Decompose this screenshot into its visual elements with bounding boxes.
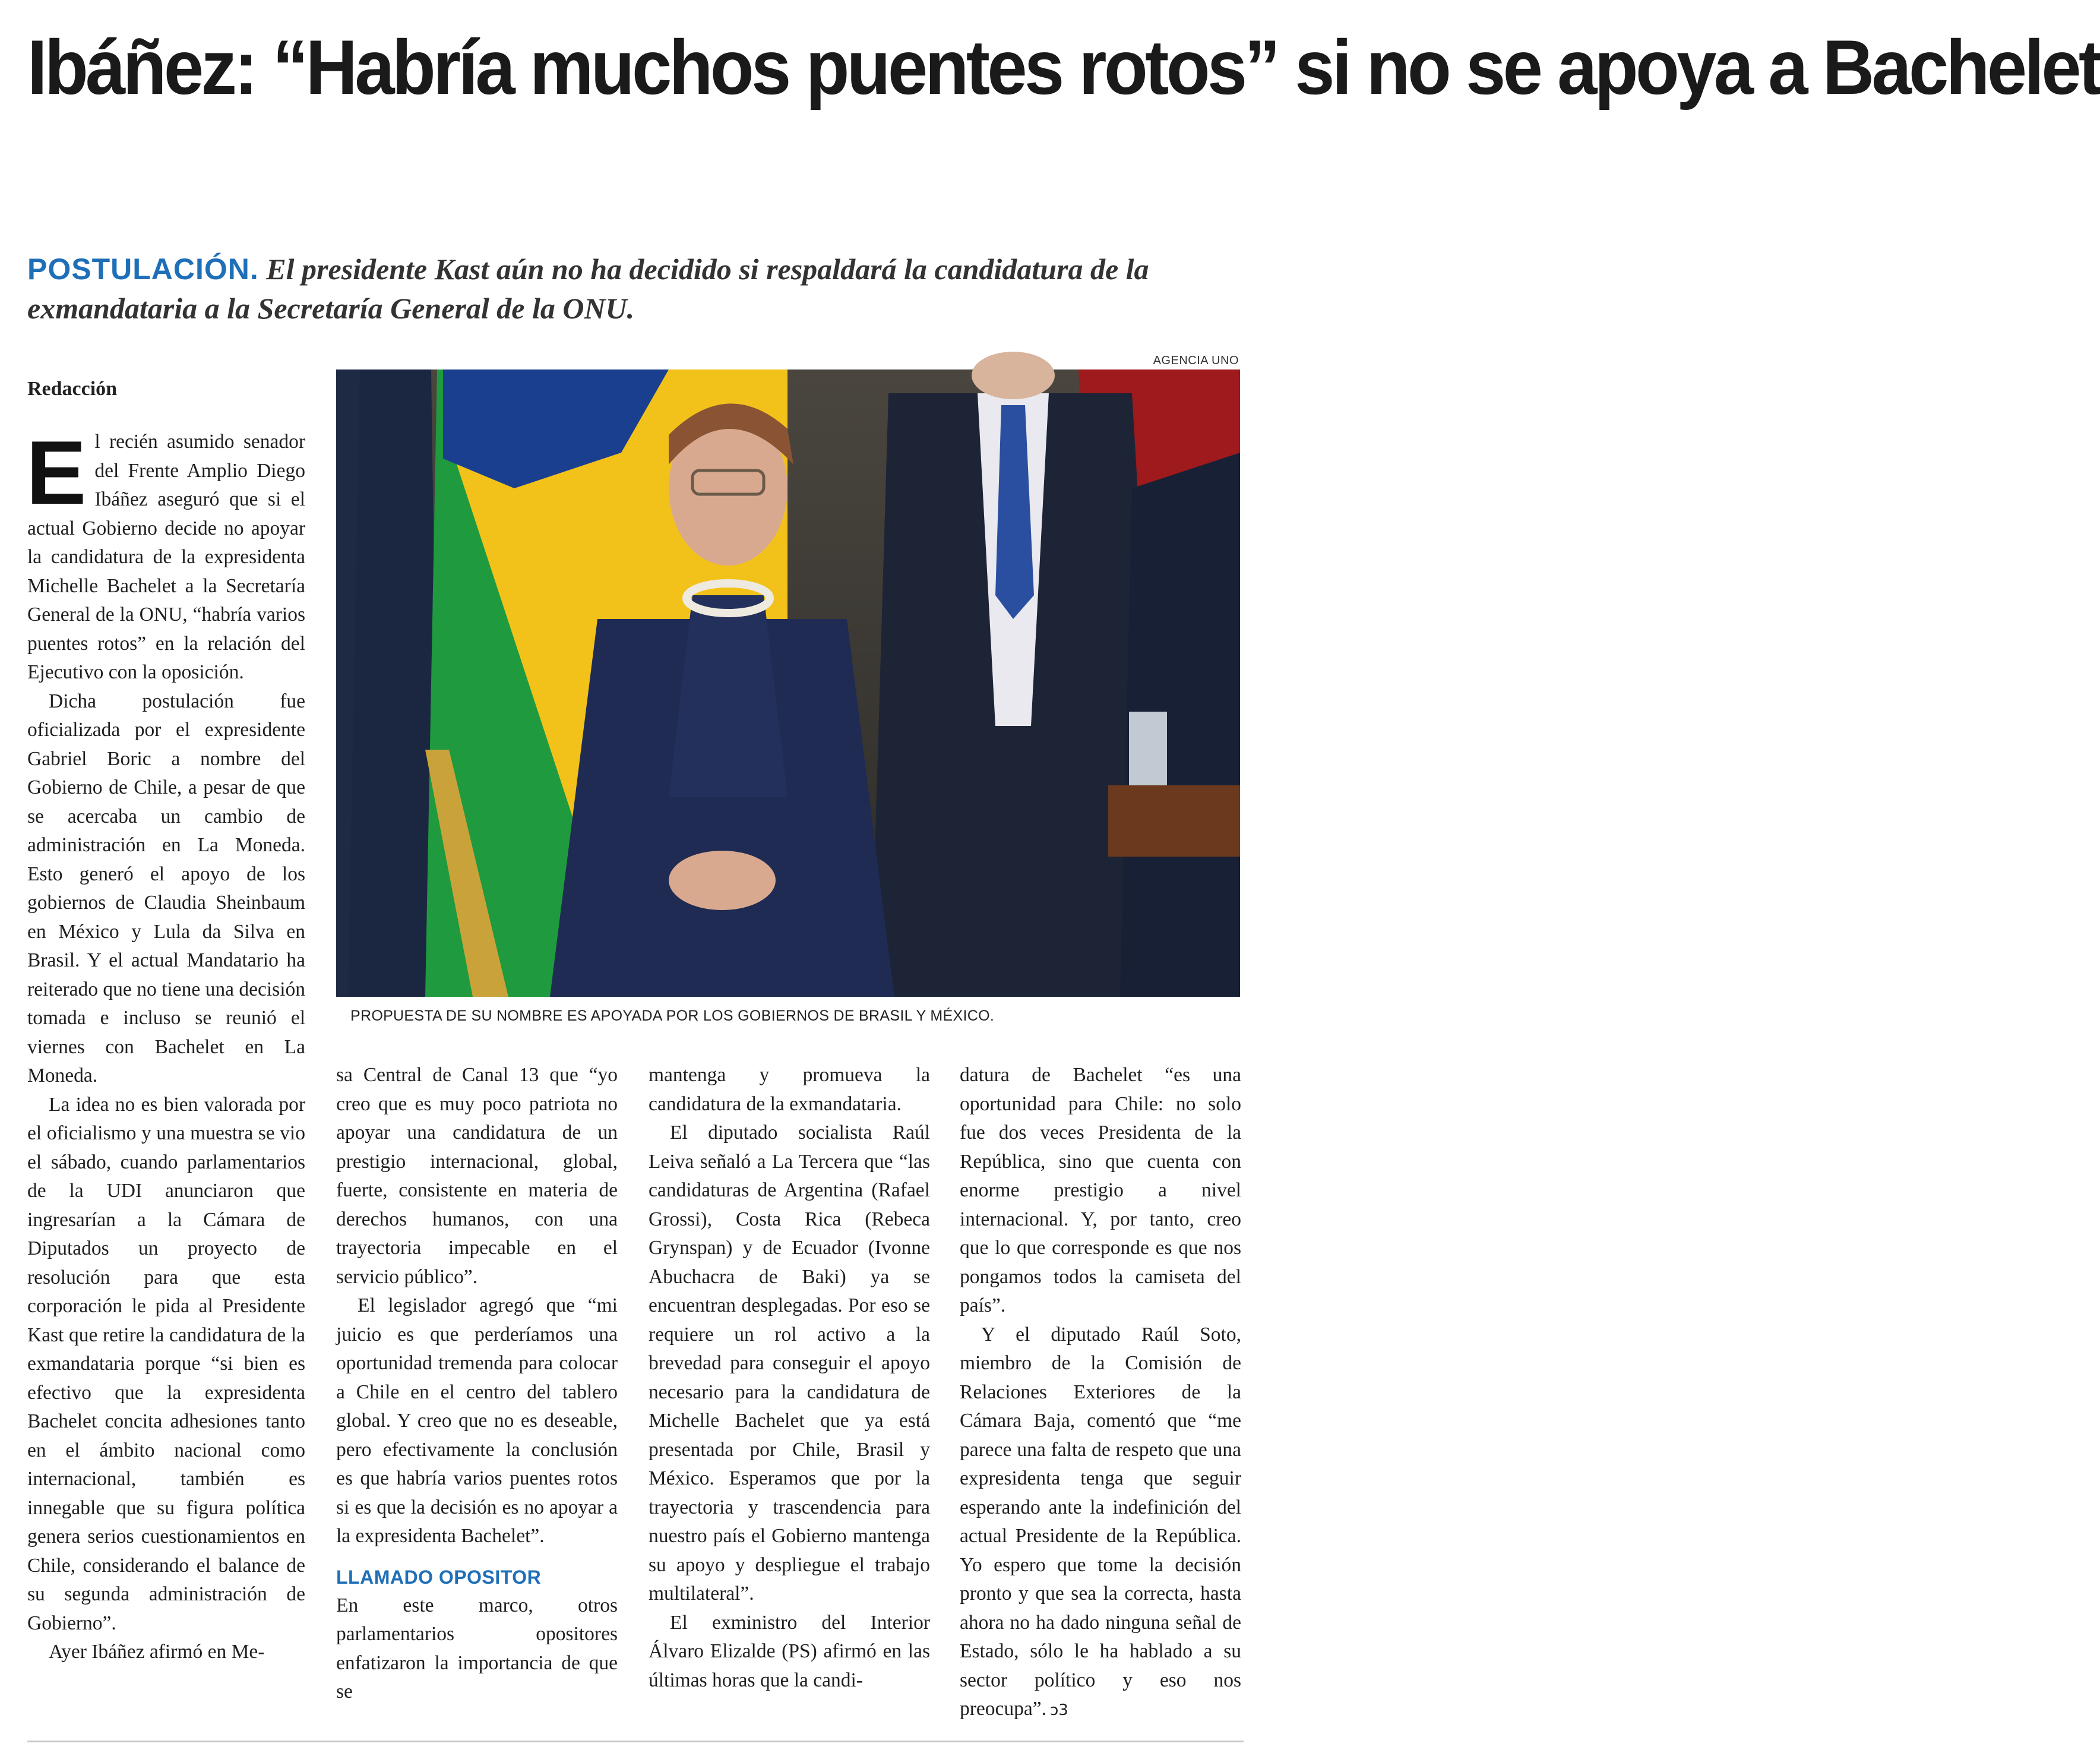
paragraph-6-start: En este marco, otros parlamentarios opositores enfatizaron la importancia de que se	[336, 1594, 618, 1703]
paragraph-5: El legislador agregó que “mi juicio es que perderíamos una oportunidad tremenda para colocar a Chile en el centro del tablero global. Y creo que no es deseable, pero efectivamente la conclusión es que habría varios puentes rotos si es que la decisión es no apoyar a la expresidenta Bachelet”.	[336, 1294, 618, 1547]
paragraph-1	[26, 422, 305, 687]
column-4	[960, 1061, 1241, 1725]
photo-credit: AGENCIA UNO	[1153, 354, 1239, 367]
dropcap: E	[26, 422, 87, 523]
paragraph-3: La idea no es bien valorada por el oficialismo y una muestra se vio el sábado, cuando parlamentarios de la UDI anunciaron que ingresarían a la Cámara de Diputados un proyecto de resolución para que esta corporación le pida al Presidente Kast que retire la candidatura de la exmandataria porque “si bien es efectivo que la expresidenta Bachelet concita adhesiones tanto en el ámbito nacional como internacional, también es innegable que su figura política genera serios cuestionamientos en Chile, considerando el balance de su segunda administración de Gobierno”.	[27, 1093, 305, 1634]
kicker: POSTULACIÓN.	[27, 252, 259, 286]
column-2	[336, 1061, 618, 1707]
article-photo	[336, 369, 1240, 997]
paragraph-8-start: El exministro del Interior Álvaro Elizalde (PS) afirmó en las últimas horas que la candi-	[649, 1611, 930, 1691]
paragraph-1-text: l recién asumido senador del Frente Amplio Diego Ibáñez aseguró que si el actual Gobierno decide no apoyar la candidatura de la expresidenta Michelle Bachelet a la Secretaría General de la ONU, “habría varios puentes rotos” en la relación del Ejecutivo con la oposición.	[27, 431, 305, 683]
column-1	[26, 422, 305, 1667]
photo-caption: PROPUESTA DE SU NOMBRE ES APOYADA POR LOS GOBIERNOS DE BRASIL Y MÉXICO.	[350, 1008, 995, 1024]
paragraph-8-cont: datura de Bachelet “es una oportunidad para Chile: no solo fue dos veces Presidenta de la República, sino que cuenta con enorme prestigio a nivel internacional. Y, por tanto, creo que lo que corresponde es que nos pongamos todos la camiseta del país”.	[960, 1064, 1241, 1316]
byline: Redacción	[27, 378, 118, 400]
deck-text: El presidente Kast aún no ha decidido si respaldará la candidatura de la exmandataria a la Secretaría General de la ONU.	[27, 252, 1149, 325]
paragraph-4-cont: sa Central de Canal 13 que “yo creo que es muy poco patriota no apoyar una candidatura de un prestigio internacional, global, fuerte, consistente en materia de derechos humanos, con una trayectoria impecable en el servicio público”.	[336, 1064, 618, 1288]
paragraph-6-cont: mantenga y promueva la candidatura de la exmandataria.	[649, 1064, 930, 1115]
photo-illustration	[336, 369, 1240, 997]
paragraph-2: Dicha postulación fue oficializada por el expresidente Gabriel Boric a nombre del Gobierno de Chile, a pesar de que se acercaba un cambio de administración en La Moneda. Esto generó el apoyo de los gobiernos de Claudia Sheinbaum en México y Lula da Silva en Brasil. Y el actual Mandatario ha reiterado que no tiene una decisión tomada e incluso se reunió el viernes con Bachelet en La Moneda.	[27, 690, 305, 1087]
paragraph-7: El diputado socialista Raúl Leiva señaló a La Tercera que “las candidaturas de Argentina (Rafael Grossi), Costa Rica (Rebeca Grynspan) y de Ecuador (Ivonne Abuchacra de Baki) ya se encuentran desplegadas. Por eso se requiere un rol activo a la brevedad para conseguir el apoyo necesario para la candidatura de Michelle Bachelet que ya está presentada por Chile, Brasil y México. Esperamos que por la trayectoria y trascendencia para nuestro país el Gobierno mantenga su apoyo y despliegue el trabajo multilateral”.	[649, 1122, 930, 1605]
paragraph-4-start: Ayer Ibáñez afirmó en Me-	[49, 1641, 265, 1663]
end-mark: ↄ3	[1050, 1701, 1068, 1719]
paragraph-9-text: Y el diputado Raúl Soto, miembro de la Comisión de Relaciones Exteriores de la Cámara Baja, comentó que “me parece una falta de respeto que una expresidenta tenga que seguir esperando ante la indefinición del actual Presidente de la República. Yo espero que tome la decisión pronto y que sea la correcta, hasta ahora no ha dado ninguna señal de Estado, sólo le ha hablado a su sector político y eso nos preocupa”.	[960, 1323, 1241, 1720]
column-3	[649, 1061, 930, 1695]
bottom-rule	[27, 1741, 1244, 1742]
paragraph-9	[960, 1321, 1241, 1725]
deck	[27, 249, 1251, 328]
subheading: LLAMADO OPOSITOR	[336, 1566, 542, 1588]
headline: Ibáñez: “Habría muchos puentes rotos” si no se apoya a Bachelet	[27, 24, 2100, 110]
